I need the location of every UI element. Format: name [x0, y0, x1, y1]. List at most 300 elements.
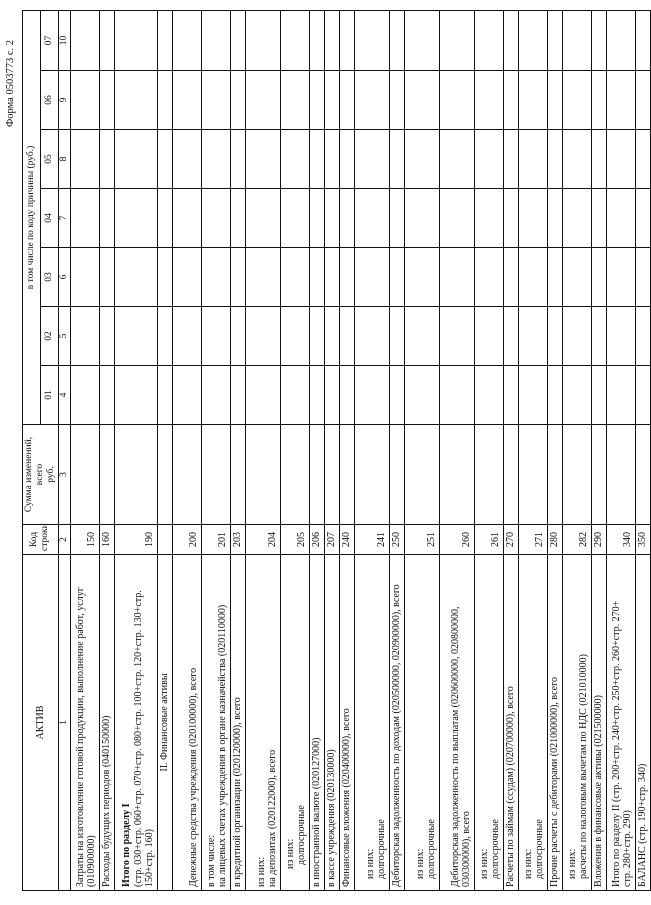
value-cell[interactable]	[503, 307, 518, 366]
value-cell[interactable]	[339, 307, 354, 366]
value-cell[interactable]	[201, 307, 230, 366]
row-code: 271	[518, 525, 547, 555]
value-cell[interactable]	[230, 71, 245, 130]
value-cell[interactable]	[503, 10, 518, 70]
table-row	[114, 10, 157, 890]
value-cell[interactable]	[354, 189, 389, 248]
value-cell[interactable]	[99, 71, 114, 130]
row-code: 250	[389, 525, 404, 555]
row-label	[245, 555, 280, 891]
header-code-line2: строки	[40, 523, 51, 551]
value-cell[interactable]	[245, 10, 280, 70]
col-num: 6	[58, 248, 70, 307]
table-row	[354, 10, 389, 890]
value-cell[interactable]	[324, 366, 339, 425]
table-row	[404, 10, 439, 890]
reason-code-05: 05	[40, 130, 58, 189]
value-cell[interactable]	[503, 425, 518, 525]
value-cell[interactable]	[309, 71, 324, 130]
value-cell[interactable]	[99, 366, 114, 425]
value-cell[interactable]	[389, 307, 404, 366]
value-cell[interactable]	[404, 248, 439, 307]
table-row	[230, 10, 245, 890]
row-label-main: расчеты по налоговым вычетам по НДС (021010000)	[578, 654, 590, 879]
value-cell[interactable]	[280, 307, 309, 366]
value-cell[interactable]	[518, 366, 547, 425]
value-cell[interactable]	[324, 130, 339, 189]
value-cell[interactable]	[309, 189, 324, 248]
row-code: 201	[201, 525, 230, 555]
header-code	[23, 525, 59, 555]
row-label: Денежные средства учреждения (020100000), всего	[172, 555, 201, 891]
value-cell[interactable]	[114, 307, 157, 366]
row-label: в кассе учреждения (020130000)	[324, 555, 339, 891]
value-cell[interactable]	[389, 425, 404, 525]
row-label-ofthem: из них:	[478, 848, 490, 879]
header-aktiv: АКТИВ	[23, 555, 59, 891]
row-code: 290	[591, 525, 606, 555]
row-label: Расходы будущих периодов (040150000)	[99, 555, 114, 891]
value-cell[interactable]	[404, 366, 439, 425]
table-row	[339, 10, 354, 890]
value-cell[interactable]	[474, 71, 503, 130]
row-code: 200	[172, 525, 201, 555]
row-label	[518, 555, 547, 891]
value-cell[interactable]	[172, 189, 201, 248]
row-label-main: долгосрочные	[426, 819, 438, 879]
value-cell[interactable]	[562, 425, 591, 525]
value-cell[interactable]	[245, 248, 280, 307]
value-cell[interactable]	[389, 71, 404, 130]
value-cell[interactable]	[230, 248, 245, 307]
reason-code-04: 04	[40, 189, 58, 248]
row-label: Дебиторская задолженность по доходам (020500000, 020900000), всего	[389, 555, 404, 891]
table-row	[635, 10, 650, 890]
value-cell[interactable]	[562, 10, 591, 70]
col-num: 5	[58, 307, 70, 366]
value-cell[interactable]	[547, 425, 562, 525]
value-cell[interactable]	[439, 366, 474, 425]
value-cell[interactable]	[114, 71, 157, 130]
value-cell[interactable]	[309, 10, 324, 70]
value-cell[interactable]	[389, 189, 404, 248]
value-cell[interactable]	[230, 130, 245, 189]
value-cell[interactable]	[562, 248, 591, 307]
value-cell[interactable]	[474, 307, 503, 366]
value-cell[interactable]	[70, 248, 99, 307]
value-cell[interactable]	[280, 248, 309, 307]
row-label: Затраты на изготовление готовой продукции, выполнение работ, услуг (010900000)	[70, 555, 99, 891]
value-cell[interactable]	[201, 189, 230, 248]
reason-code-03: 03	[40, 248, 58, 307]
value-cell[interactable]	[635, 366, 650, 425]
value-cell[interactable]	[518, 189, 547, 248]
value-cell[interactable]	[547, 71, 562, 130]
value-cell[interactable]	[606, 10, 635, 70]
value-cell[interactable]	[99, 248, 114, 307]
value-cell[interactable]	[606, 189, 635, 248]
value-cell[interactable]	[547, 366, 562, 425]
value-cell[interactable]	[518, 248, 547, 307]
value-cell[interactable]	[591, 130, 606, 189]
value-cell[interactable]	[309, 425, 324, 525]
value-cell[interactable]	[503, 248, 518, 307]
row-label-main: долгосрочные	[534, 819, 546, 879]
value-cell[interactable]	[70, 307, 99, 366]
value-cell[interactable]	[518, 71, 547, 130]
value-cell[interactable]	[474, 189, 503, 248]
row-label: в кредитной организации (020120000), всего	[230, 555, 245, 891]
value-cell[interactable]	[201, 366, 230, 425]
value-cell[interactable]	[389, 130, 404, 189]
value-cell[interactable]	[70, 189, 99, 248]
row-label-main: на депозитах (020122000), всего	[267, 749, 279, 887]
row-label	[562, 555, 591, 891]
value-cell[interactable]	[591, 189, 606, 248]
row-label	[606, 555, 635, 891]
row-code: 240	[339, 525, 354, 555]
row-label: Финансовые вложения (020400000), всего	[339, 555, 354, 891]
value-cell[interactable]	[324, 248, 339, 307]
row-label	[114, 555, 157, 891]
row-code: 251	[404, 525, 439, 555]
value-cell[interactable]	[547, 307, 562, 366]
row-label	[201, 555, 230, 891]
row-label	[404, 555, 439, 891]
value-cell[interactable]	[114, 248, 157, 307]
header-sum-line2: руб.	[45, 466, 56, 483]
value-cell[interactable]	[70, 366, 99, 425]
form-label: Форма 0503773 с. 2	[5, 40, 16, 128]
value-cell[interactable]	[606, 307, 635, 366]
value-cell[interactable]	[474, 10, 503, 70]
value-cell[interactable]	[339, 71, 354, 130]
value-cell[interactable]	[606, 130, 635, 189]
value-cell[interactable]	[439, 10, 474, 70]
row-label: Прочие расчеты с дебиторами (021000000), всего	[547, 555, 562, 891]
value-cell[interactable]	[324, 307, 339, 366]
value-cell[interactable]	[474, 366, 503, 425]
value-cell[interactable]	[503, 366, 518, 425]
value-cell[interactable]	[201, 425, 230, 525]
value-cell[interactable]	[635, 130, 650, 189]
value-cell[interactable]	[474, 248, 503, 307]
value-cell[interactable]	[591, 425, 606, 525]
table-row	[562, 10, 591, 890]
value-cell[interactable]	[354, 425, 389, 525]
value-cell[interactable]	[201, 71, 230, 130]
row-label: в иностранной валюте (020127000)	[309, 555, 324, 891]
value-cell[interactable]	[70, 10, 99, 70]
value-cell[interactable]	[562, 366, 591, 425]
value-cell[interactable]	[606, 248, 635, 307]
value-cell[interactable]	[339, 10, 354, 70]
value-cell[interactable]	[309, 130, 324, 189]
value-cell[interactable]	[562, 71, 591, 130]
value-cell[interactable]	[389, 248, 404, 307]
table-row	[201, 10, 230, 890]
row-label-ofthem: из них:	[364, 848, 376, 879]
balance-table	[22, 10, 651, 891]
value-cell[interactable]	[503, 189, 518, 248]
value-cell[interactable]	[114, 130, 157, 189]
value-cell[interactable]	[324, 71, 339, 130]
value-cell[interactable]	[591, 10, 606, 70]
value-cell[interactable]	[547, 248, 562, 307]
value-cell[interactable]	[280, 130, 309, 189]
row-label: БАЛАНС (стр. 190+стр. 340)	[635, 555, 650, 891]
value-cell[interactable]	[354, 248, 389, 307]
value-cell[interactable]	[547, 130, 562, 189]
table-row	[606, 10, 635, 890]
value-cell[interactable]	[245, 130, 280, 189]
row-code: 282	[562, 525, 591, 555]
row-label: Дебиторская задолженность по выплатам (020600000, 020800000, 030300000), всего	[439, 555, 474, 891]
value-cell[interactable]	[114, 189, 157, 248]
header-row-1	[23, 10, 41, 890]
section-row	[157, 10, 172, 890]
value-cell[interactable]	[635, 248, 650, 307]
value-cell[interactable]	[404, 425, 439, 525]
value-cell[interactable]	[324, 189, 339, 248]
col-num: 1	[58, 555, 70, 891]
row-label	[474, 555, 503, 891]
value-cell[interactable]	[591, 248, 606, 307]
row-code: 241	[354, 525, 389, 555]
value-cell[interactable]	[354, 130, 389, 189]
table-row	[245, 10, 280, 890]
value-cell[interactable]	[309, 366, 324, 425]
table-row	[474, 10, 503, 890]
row-code: 205	[280, 525, 309, 555]
value-cell[interactable]	[606, 366, 635, 425]
value-cell[interactable]	[324, 425, 339, 525]
value-cell[interactable]	[503, 71, 518, 130]
value-cell[interactable]	[70, 71, 99, 130]
reason-code-06: 06	[40, 71, 58, 130]
value-cell[interactable]	[99, 130, 114, 189]
row-label: Расчеты по займам (ссудам) (020700000), всего	[503, 555, 518, 891]
table-row	[389, 10, 404, 890]
row-label-incl: в том числе:	[205, 834, 217, 887]
col-num: 4	[58, 366, 70, 425]
value-cell[interactable]	[172, 425, 201, 525]
col-num: 10	[58, 10, 70, 70]
table-row	[518, 10, 547, 890]
value-cell[interactable]	[635, 71, 650, 130]
value-cell[interactable]	[404, 189, 439, 248]
value-cell[interactable]	[339, 366, 354, 425]
value-cell[interactable]	[547, 10, 562, 70]
row-label: Вложения в финансовые активы (021500000)	[591, 555, 606, 891]
value-cell[interactable]	[230, 307, 245, 366]
row-label	[354, 555, 389, 891]
value-cell[interactable]	[635, 189, 650, 248]
value-cell[interactable]	[354, 366, 389, 425]
header-by-reason: в том числе по коду причины (руб.)	[23, 10, 41, 424]
value-cell[interactable]	[280, 425, 309, 525]
table-row	[439, 10, 474, 890]
table-row	[503, 10, 518, 890]
row-code: 207	[324, 525, 339, 555]
table-row	[591, 10, 606, 890]
table-row	[547, 10, 562, 890]
value-cell[interactable]	[245, 189, 280, 248]
value-cell[interactable]	[562, 130, 591, 189]
value-cell[interactable]	[354, 307, 389, 366]
value-cell[interactable]	[230, 425, 245, 525]
row-label-ofthem: из них:	[284, 838, 296, 869]
value-cell[interactable]	[99, 425, 114, 525]
value-cell[interactable]	[280, 189, 309, 248]
header-code-line1: Код	[29, 531, 40, 548]
value-cell[interactable]	[201, 130, 230, 189]
value-cell[interactable]	[474, 130, 503, 189]
value-cell[interactable]	[114, 425, 157, 525]
value-cell[interactable]	[354, 10, 389, 70]
value-cell[interactable]	[172, 71, 201, 130]
reason-code-01: 01	[40, 366, 58, 425]
value-cell[interactable]	[324, 10, 339, 70]
row-label-ofthem: из них:	[255, 856, 267, 887]
value-cell[interactable]	[339, 130, 354, 189]
value-cell[interactable]	[230, 189, 245, 248]
value-cell[interactable]	[280, 71, 309, 130]
table-row	[99, 10, 114, 890]
value-cell[interactable]	[404, 10, 439, 70]
value-cell[interactable]	[245, 425, 280, 525]
value-cell[interactable]	[547, 189, 562, 248]
value-cell[interactable]	[172, 130, 201, 189]
col-num: 8	[58, 130, 70, 189]
value-cell[interactable]	[172, 307, 201, 366]
row-label-formula: (стр. 030+стр. 060+стр. 070+стр. 080+стр. 100+стр. 120+стр. 130+стр. 150+стр. 160)	[132, 590, 156, 887]
value-cell[interactable]	[280, 366, 309, 425]
value-cell[interactable]	[606, 71, 635, 130]
value-cell[interactable]	[339, 425, 354, 525]
header-sum-line1: Сумма изменений, всего	[24, 436, 45, 513]
value-cell[interactable]	[606, 425, 635, 525]
value-cell[interactable]	[230, 366, 245, 425]
value-cell[interactable]	[439, 130, 474, 189]
value-cell[interactable]	[339, 248, 354, 307]
value-cell[interactable]	[280, 10, 309, 70]
row-code: 160	[99, 525, 114, 555]
row-code: 280	[547, 525, 562, 555]
value-cell[interactable]	[99, 10, 114, 70]
value-cell[interactable]	[591, 71, 606, 130]
value-cell[interactable]	[114, 366, 157, 425]
reason-code-02: 02	[40, 307, 58, 366]
value-cell[interactable]	[354, 71, 389, 130]
value-cell[interactable]	[70, 425, 99, 525]
table-row	[70, 10, 99, 890]
value-cell[interactable]	[114, 10, 157, 70]
value-cell[interactable]	[404, 130, 439, 189]
table-row	[280, 10, 309, 890]
row-code: 350	[635, 525, 650, 555]
row-code: 150	[70, 525, 99, 555]
value-cell[interactable]	[99, 307, 114, 366]
value-cell[interactable]	[518, 307, 547, 366]
value-cell[interactable]	[635, 425, 650, 525]
value-cell[interactable]	[172, 366, 201, 425]
value-cell[interactable]	[339, 189, 354, 248]
table-row	[324, 10, 339, 890]
value-cell[interactable]	[309, 248, 324, 307]
row-code: 260	[439, 525, 474, 555]
value-cell[interactable]	[635, 307, 650, 366]
value-cell[interactable]	[439, 189, 474, 248]
col-num: 7	[58, 189, 70, 248]
row-label-ofthem: из них:	[566, 848, 578, 879]
value-cell[interactable]	[439, 71, 474, 130]
value-cell[interactable]	[518, 130, 547, 189]
row-label-main: долгосрочные	[376, 819, 388, 879]
table-row	[309, 10, 324, 890]
value-cell[interactable]	[562, 189, 591, 248]
value-cell[interactable]	[201, 248, 230, 307]
value-cell[interactable]	[245, 366, 280, 425]
value-cell[interactable]	[474, 425, 503, 525]
value-cell[interactable]	[591, 307, 606, 366]
value-cell[interactable]	[562, 307, 591, 366]
reason-code-07: 07	[40, 10, 58, 70]
col-num: 2	[58, 525, 70, 555]
value-cell[interactable]	[309, 307, 324, 366]
value-cell[interactable]	[518, 10, 547, 70]
value-cell[interactable]	[172, 10, 201, 70]
row-code: 206	[309, 525, 324, 555]
row-code: 204	[245, 525, 280, 555]
value-cell[interactable]	[245, 307, 280, 366]
row-code: 203	[230, 525, 245, 555]
col-num: 3	[58, 425, 70, 525]
value-cell[interactable]	[518, 425, 547, 525]
row-code: 340	[606, 525, 635, 555]
row-code: 270	[503, 525, 518, 555]
value-cell[interactable]	[389, 10, 404, 70]
value-cell[interactable]	[99, 189, 114, 248]
value-cell[interactable]	[635, 10, 650, 70]
value-cell[interactable]	[503, 130, 518, 189]
table-row	[172, 10, 201, 890]
value-cell[interactable]	[172, 248, 201, 307]
value-cell[interactable]	[404, 307, 439, 366]
row-label-main: долгосрочные	[296, 805, 308, 865]
value-cell[interactable]	[230, 10, 245, 70]
row-label-ofthem: из них:	[522, 848, 534, 879]
value-cell[interactable]	[591, 366, 606, 425]
value-cell[interactable]	[439, 425, 474, 525]
row-label-ofthem: из них:	[414, 848, 426, 879]
value-cell[interactable]	[439, 307, 474, 366]
row-label-line2: стр. 280+стр. 290)	[622, 810, 634, 887]
column-number-row	[58, 10, 70, 890]
value-cell[interactable]	[70, 130, 99, 189]
value-cell[interactable]	[245, 71, 280, 130]
row-code	[157, 525, 172, 555]
row-label	[280, 555, 309, 891]
value-cell[interactable]	[201, 10, 230, 70]
value-cell[interactable]	[404, 71, 439, 130]
value-cell[interactable]	[439, 248, 474, 307]
row-code: 261	[474, 525, 503, 555]
col-num: 9	[58, 71, 70, 130]
row-label-bold: Итого по разделу I	[121, 803, 133, 887]
value-cell[interactable]	[389, 366, 404, 425]
row-label-main: на лицевых счетах учреждения в органе казначейства (020110000)	[217, 604, 229, 887]
